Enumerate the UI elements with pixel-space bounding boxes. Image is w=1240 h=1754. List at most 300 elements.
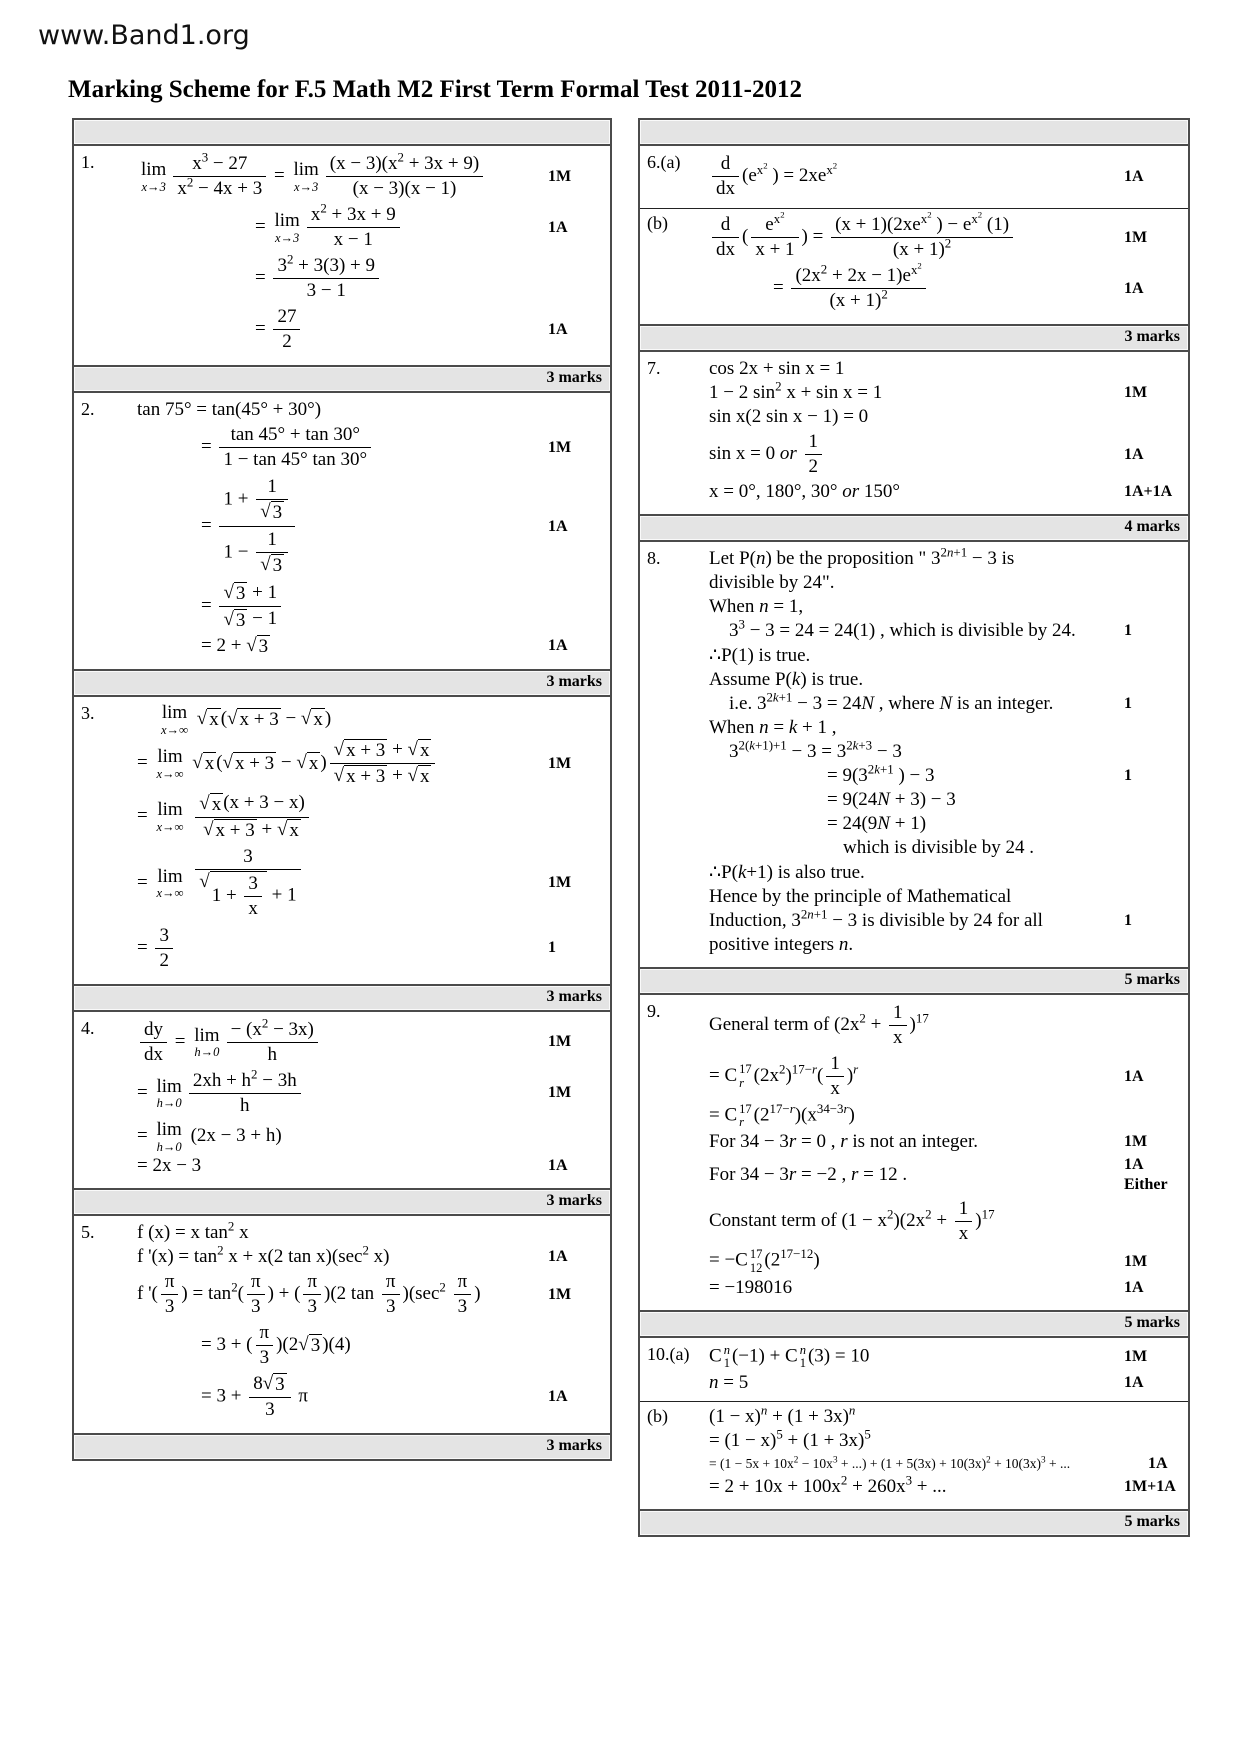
math-line [137, 202, 610, 253]
question-part [640, 148, 1188, 208]
math-line [709, 151, 1188, 202]
math-content: = 2x − 3 [137, 1155, 202, 1177]
italic-variable: n [755, 548, 766, 569]
mark-label [1112, 445, 1188, 465]
question-part [74, 1014, 610, 1184]
numerator: tan 45° + tan 30° [219, 424, 371, 448]
italic-variable: r [843, 1101, 849, 1117]
math-content: f '( $\frac{\pi}{3}$ ) = $\tan^2$( $\frac{\pi}{3}$ ) + ( $\frac{\pi}{3}$ )(2 tan $\frac{\pi}{3}$ )($\sec^2$ $\frac{\pi}{3}$ ) [137, 1271, 481, 1318]
question-box [638, 540, 1190, 969]
limit [293, 160, 318, 193]
limit [156, 867, 183, 900]
page-title: Marking Scheme for F.5 Math M2 First Term Formal Test 2011-2012 [68, 76, 802, 103]
math-line [709, 616, 1188, 643]
italic-variable: k [852, 737, 859, 753]
denominator: dx [716, 178, 735, 199]
math-content: lim x→3 $\frac{x^3 - 27}{x^2 - 4x + 3}$ = lim x→3 $\frac{(x - 3)(x^2 + 3x + 9)}{(x - 3)(x - 1)}$ [137, 152, 544, 201]
math-line [137, 923, 610, 974]
math-content: When n = k + 1 , [709, 717, 837, 738]
math-content: = $\frac{\tan 45^\circ + \tan 30^\circ}{1 - \tan 45^\circ \tan 30^\circ}$ [137, 423, 544, 472]
italic-variable: k [772, 689, 779, 705]
math-line [709, 1402, 1188, 1429]
stack-bottom: 1 [799, 1355, 806, 1370]
italic-variable: n [760, 1402, 768, 1418]
superscript: 2k+3 [846, 737, 873, 753]
radical [192, 752, 216, 775]
mark-item: 1A [548, 320, 568, 338]
math-line [709, 836, 1188, 860]
radical [296, 752, 320, 775]
superscript: 2 [793, 1454, 799, 1465]
superscript: 2 [917, 260, 922, 271]
mark-label [544, 636, 610, 656]
math-line [137, 737, 610, 790]
superscript: 5 [864, 1426, 871, 1442]
italic-variable: k [791, 669, 801, 690]
numerator: √ x (x + 3 − x) [195, 792, 309, 817]
radicand: x [289, 819, 299, 841]
mark-label [544, 1247, 610, 1267]
numerator: π [161, 1271, 179, 1295]
mark-item: 1A [548, 1388, 568, 1406]
radical-sign: √ [296, 752, 307, 774]
marks-footer: 4 marks [638, 514, 1190, 542]
stack-top: 17 [739, 1062, 752, 1077]
radical-sign: √ [298, 1334, 309, 1356]
denominator: 3 [385, 1296, 396, 1318]
math-line [137, 1371, 610, 1423]
math-content: General term of ($2x^2$ + $\frac{1}{x}$ )$^{17}$ [709, 1002, 929, 1048]
superscript: 2n+1 [800, 906, 828, 922]
question-body [709, 1340, 1188, 1401]
limit [274, 211, 299, 244]
mark-label [544, 218, 610, 238]
mark-item: 1M+1A [1124, 1478, 1176, 1496]
question-number: (b) [647, 213, 668, 233]
mark-label [1112, 1155, 1188, 1195]
math-line [709, 595, 1188, 619]
question-part [74, 699, 610, 980]
superscript [853, 1062, 858, 1077]
fraction [256, 529, 288, 577]
denominator: √ x + 3 + √ x [203, 818, 299, 841]
radical [260, 554, 284, 577]
stack-bottom: 1 [723, 1355, 730, 1370]
radical-sign: √ [407, 739, 418, 761]
numerator: √ 3 + 1 [219, 582, 281, 607]
math-content: which is divisible by 24 . [843, 837, 1035, 858]
limit [156, 1077, 181, 1110]
radicand: 1 + $\frac{3}{x}$ [210, 871, 267, 921]
superscript: 2 [927, 209, 932, 220]
question-body [709, 354, 1188, 510]
math-line [709, 860, 1188, 885]
fraction [256, 1322, 274, 1369]
math-content: tan 75° = tan(45° + 30°) [137, 399, 322, 420]
numerator: 27 [273, 306, 300, 330]
math-content: Induction, $3^{2n+1} - 3$ is divisible by 24 for all [709, 906, 1043, 931]
denominator: (x − 3)(x − 1) [352, 178, 457, 199]
denominator: dx [144, 1043, 163, 1065]
math-content: ∴P(1) is true. [709, 645, 811, 666]
math-content: $\frac{d}{dx}$ ($e^{x^2}$ ) = $2xe^{x^2}$ [709, 152, 1112, 201]
mark-item: 1M [548, 167, 572, 185]
math-content: Let P(n) be the proposition " $3^{2n+1} - 3$ is [709, 544, 1015, 569]
math-line [709, 1154, 1188, 1196]
fraction [173, 149, 266, 200]
radical [334, 765, 388, 788]
denominator: 3 [307, 1296, 317, 1318]
radicand: 3 [275, 1374, 285, 1396]
radical-sign: √ [300, 707, 312, 729]
math-content: For 34 − 3r = 0 , r is not an integer. [709, 1131, 978, 1153]
stack-top: 17 [749, 1247, 763, 1262]
marks-footer: 3 marks [72, 365, 612, 393]
italic-variable: k [749, 737, 755, 753]
denominator: x [958, 1223, 969, 1245]
superscript: x2 [920, 209, 932, 226]
superscript: 2 [231, 1279, 238, 1295]
denominator: √ 3 − 1 [223, 608, 278, 631]
math-content: positive integers n. [709, 934, 854, 955]
math-content: = −C 17 12 $(2^{17-12})$ [709, 1246, 820, 1275]
question-box [72, 1214, 612, 1435]
mark-item: 1A [548, 637, 568, 655]
radicand: 3 [258, 635, 269, 657]
mark-item: 1A [1124, 1067, 1144, 1085]
radicand: 3 [272, 555, 283, 577]
math-content: $(1 - x)^n + (1 + 3x)^n$ [709, 1402, 856, 1428]
denominator [256, 500, 288, 524]
math-line [137, 1218, 610, 1245]
math-line [709, 643, 1188, 668]
radical [301, 708, 325, 731]
superscript: 3 [832, 1454, 838, 1465]
superscript: 17 [915, 1010, 929, 1026]
radical-sign: √ [199, 870, 210, 892]
mark-label [1112, 1347, 1188, 1367]
fraction [256, 476, 288, 524]
mark-label [544, 1032, 610, 1052]
question-body [137, 148, 610, 361]
limit-word: lim [194, 1024, 220, 1046]
limit-subscript: x→3 [274, 230, 300, 245]
mark-item: 1M [548, 874, 572, 892]
numerator: 1 [256, 529, 288, 553]
question-number: 7. [647, 358, 661, 378]
fraction [219, 424, 371, 471]
mark-label [1146, 1454, 1188, 1474]
math-line [709, 480, 1188, 504]
radical [223, 752, 277, 775]
denominator: x [248, 897, 258, 919]
fraction [195, 792, 309, 841]
mark-item: 1A [548, 218, 568, 236]
superscript: 2 [881, 286, 888, 302]
denominator: 2 [808, 456, 819, 477]
superscript: 2(k+1)+1 [738, 737, 787, 753]
mark-label [1112, 279, 1188, 299]
math-content: sin x(2 sin x − 1) = 0 [709, 406, 869, 427]
limit-word: lim [156, 1118, 182, 1140]
mark-item: 1 [1124, 622, 1132, 639]
superscript: 17−r [791, 1061, 817, 1077]
mark-label [1112, 228, 1188, 248]
numerator: $x^3 - 27$ [173, 153, 266, 177]
radical-sign: √ [333, 765, 345, 787]
italic-variable: r [739, 1115, 745, 1130]
superscript: 17 [981, 1206, 995, 1222]
math-content: $3^{2(k+1)+1} - 3 = 3^{2k+3} - 3$ [729, 737, 902, 762]
question-number: 8. [647, 548, 661, 568]
question-part [74, 148, 610, 361]
mark-item: 1M [1124, 228, 1148, 246]
denominator: 3 [265, 1399, 275, 1421]
radicand: x [419, 740, 430, 762]
math-line [137, 304, 610, 355]
denominator: √ x + 3 + √ x [333, 765, 430, 788]
denominator: h [267, 1043, 277, 1065]
radical-sign: √ [227, 707, 238, 729]
math-line [709, 1453, 1188, 1475]
math-line [137, 1242, 610, 1269]
denominator: 3 − 1 [306, 280, 346, 301]
denominator: 1 − tan 45° tan 30° [223, 449, 368, 470]
radicand: x [211, 793, 222, 815]
denominator: x [893, 1027, 903, 1048]
fraction [805, 431, 823, 478]
mark-label [544, 1387, 610, 1407]
math-line [137, 790, 610, 843]
question-box [638, 1336, 1190, 1511]
mark-label [1112, 911, 1188, 931]
question-part [640, 208, 1188, 320]
question-number: 3. [81, 702, 95, 723]
math-line [137, 580, 610, 633]
superscript: x2 [756, 160, 768, 177]
stacked-script [800, 1344, 806, 1370]
math-line [137, 1269, 610, 1320]
fraction [273, 251, 379, 302]
math-content: = 24(9N + 1) [827, 813, 927, 834]
mark-label [1112, 694, 1188, 714]
question-body [709, 209, 1188, 320]
math-content: = lim x→∞ √ x ( √ x + 3 − √ x ) √ x + 3 + √ x √ x + 3 + √ x [137, 738, 544, 789]
radicand: 3 [310, 1335, 321, 1357]
math-content: x = 0°, 180°, 30° or 150° [709, 481, 901, 502]
radical [203, 819, 257, 842]
fraction [219, 582, 281, 631]
math-line [709, 1051, 1188, 1102]
radical-sign: √ [196, 707, 208, 729]
numerator: $(x - 3)(x^2 + 3x + 9)$ [326, 153, 483, 177]
numerator: 3 [244, 873, 262, 897]
limit-word: lim [156, 1075, 182, 1097]
math-line [709, 1371, 1188, 1395]
math-line [709, 812, 1188, 836]
superscript: 3 [905, 1472, 913, 1488]
numerator: d [712, 153, 739, 177]
math-content: = 9(24N + 3) − 3 [827, 789, 956, 810]
italic-variable: n [848, 1402, 856, 1418]
radicand: x + 3 [346, 740, 386, 762]
radical-sign: √ [223, 608, 234, 630]
numerator: 8 √ 3 [249, 1373, 290, 1398]
radicand: 3 [235, 583, 246, 605]
fraction [303, 1271, 321, 1318]
math-line [137, 1017, 610, 1068]
superscript: 2 [261, 1015, 269, 1031]
stacked-script [739, 1103, 752, 1129]
math-line [137, 1320, 610, 1371]
math-content: = $\frac{27}{2}$ [137, 305, 544, 354]
math-line [709, 885, 1188, 909]
question-box [638, 144, 1190, 326]
mark-label [1112, 1067, 1188, 1087]
superscript: 2 [840, 1472, 848, 1488]
math-content: = 3 + ( $\frac{\pi}{3}$ )(2 √ 3 )(4) [201, 1322, 351, 1369]
numerator: 3 [155, 925, 173, 949]
fraction [155, 925, 173, 972]
math-content: 1 − 2 $\sin^2 x + \sin x = 1$ [709, 378, 883, 403]
limit-subscript: x→∞ [156, 886, 184, 901]
radical-sign: √ [407, 765, 418, 787]
fraction [382, 1271, 400, 1318]
math-content: lim x→∞ √ x ( √ x + 3 − √ x ) [161, 701, 332, 737]
mark-item: 1A [1124, 1156, 1144, 1174]
fraction [826, 1053, 844, 1100]
italic-variable: k [788, 717, 798, 738]
mark-label [544, 320, 610, 340]
numerator: d [712, 214, 739, 238]
radical [408, 765, 432, 788]
superscript [761, 1403, 767, 1418]
radical-sign: √ [222, 752, 233, 774]
math-content: = √ 3 + 1 √ 3 − 1 [137, 581, 544, 632]
radical [263, 1373, 287, 1396]
fraction [161, 1271, 179, 1318]
limit [194, 1026, 219, 1059]
radicand: x + 3 [215, 819, 255, 841]
limit-word: lim [157, 865, 183, 887]
stack-top [800, 1344, 806, 1357]
math-line [709, 1343, 1188, 1371]
superscript: 2 [775, 378, 782, 394]
superscript: 3 [201, 149, 209, 165]
math-line [137, 1154, 610, 1178]
marks-footer: 3 marks [72, 669, 612, 697]
superscript: 2 [859, 1010, 866, 1026]
radicand: x + 3 [346, 766, 386, 788]
mark-item: 1 [1124, 695, 1132, 712]
limit-word: lim [161, 701, 188, 723]
question-body [137, 1014, 610, 1184]
math-line [709, 209, 1188, 263]
radical-sign: √ [333, 739, 345, 761]
mark-item: 1M [1124, 1347, 1148, 1365]
denominator: $x^2 - 4x + 3$ [177, 174, 263, 199]
italic-variable: r [853, 1061, 859, 1077]
italic-variable: N [877, 789, 890, 810]
question-number: 6.(a) [647, 152, 681, 172]
math-content: n = 5 [709, 1372, 749, 1394]
mark-item: 1A [1148, 1455, 1168, 1473]
superscript: 2 [217, 1242, 224, 1258]
mark-item: 1M [1124, 1252, 1148, 1270]
question-box [72, 1010, 612, 1190]
denominator: x [830, 1078, 840, 1099]
limit [156, 747, 183, 780]
superscript: 2 [779, 1061, 786, 1077]
radical [334, 739, 388, 762]
math-line [137, 844, 610, 923]
math-line [709, 357, 1188, 381]
mark-item: 1A [1124, 1278, 1144, 1296]
superscript: 2 [251, 1066, 258, 1082]
superscript: 34−3r [816, 1101, 849, 1117]
denominator: 1 − 1 √ 3 [219, 527, 295, 578]
question-part [640, 997, 1188, 1306]
math-content: = ($1 - 5x + 10x^2 - 10x^3$ + ...) + ($1 + 5(3x) + 10(3x)^2 + 10(3x)^3$ + ... [709, 1454, 1071, 1472]
stacked-script [750, 1248, 763, 1274]
italic-variable: k [874, 761, 880, 777]
column-header-bar [638, 118, 1190, 146]
question-number: 9. [647, 1001, 661, 1021]
superscript: 5 [776, 1426, 783, 1442]
numerator: 3 [195, 846, 300, 870]
fraction [751, 209, 798, 261]
limit-subscript: x→∞ [161, 722, 189, 737]
math-content: = lim x→∞ √ x (x + 3 − x) √ x + 3 + √ x [137, 791, 544, 842]
numerator: $(x + 1)(2xe^{x^2}$ ) − $e^{x^2}$ (1) [831, 214, 1013, 238]
marking-column-left [72, 118, 612, 1461]
radicand: x + 3 [234, 753, 275, 775]
math-content: For 34 − 3r = −2 , r = 12 . [709, 1164, 908, 1186]
italic-variable: or [779, 442, 797, 464]
math-content: = −198016 [709, 1276, 793, 1298]
math-content: When n = 1, [709, 596, 804, 617]
math-line [709, 716, 1188, 740]
question-box [638, 350, 1190, 516]
radical [246, 635, 270, 658]
fraction [189, 1066, 301, 1117]
radical [223, 609, 247, 632]
superscript: x2 [910, 260, 922, 277]
superscript: 2n+1 [940, 544, 968, 560]
superscript: 2 [925, 1206, 932, 1222]
italic-variable: N [877, 813, 890, 834]
math-line [709, 1247, 1188, 1275]
superscript: x2 [826, 160, 838, 177]
stack-top [724, 1344, 730, 1357]
math-content: = 2 + √ 3 [201, 634, 269, 657]
math-content: = C 17 r $(2^{17-r})(x^{34-3r})$ [709, 1101, 855, 1130]
mark-item: 1M [1124, 384, 1148, 401]
limit-word: lim [293, 158, 319, 180]
math-line [709, 405, 1188, 429]
superscript: 2k+1 [766, 689, 793, 705]
limit-word: lim [157, 799, 183, 821]
numerator: 1 + 1 √ 3 [219, 475, 295, 527]
stack-bottom [739, 1116, 744, 1129]
numerator: $(2x^2 + 2x - 1)e^{x^2}$ [791, 265, 925, 289]
fraction [273, 306, 300, 353]
mark-item: 1 [1124, 767, 1132, 784]
mark-item: 1A [1124, 167, 1144, 185]
mark-label [544, 1285, 610, 1305]
denominator: 2 [159, 949, 169, 971]
fraction [140, 1019, 167, 1066]
